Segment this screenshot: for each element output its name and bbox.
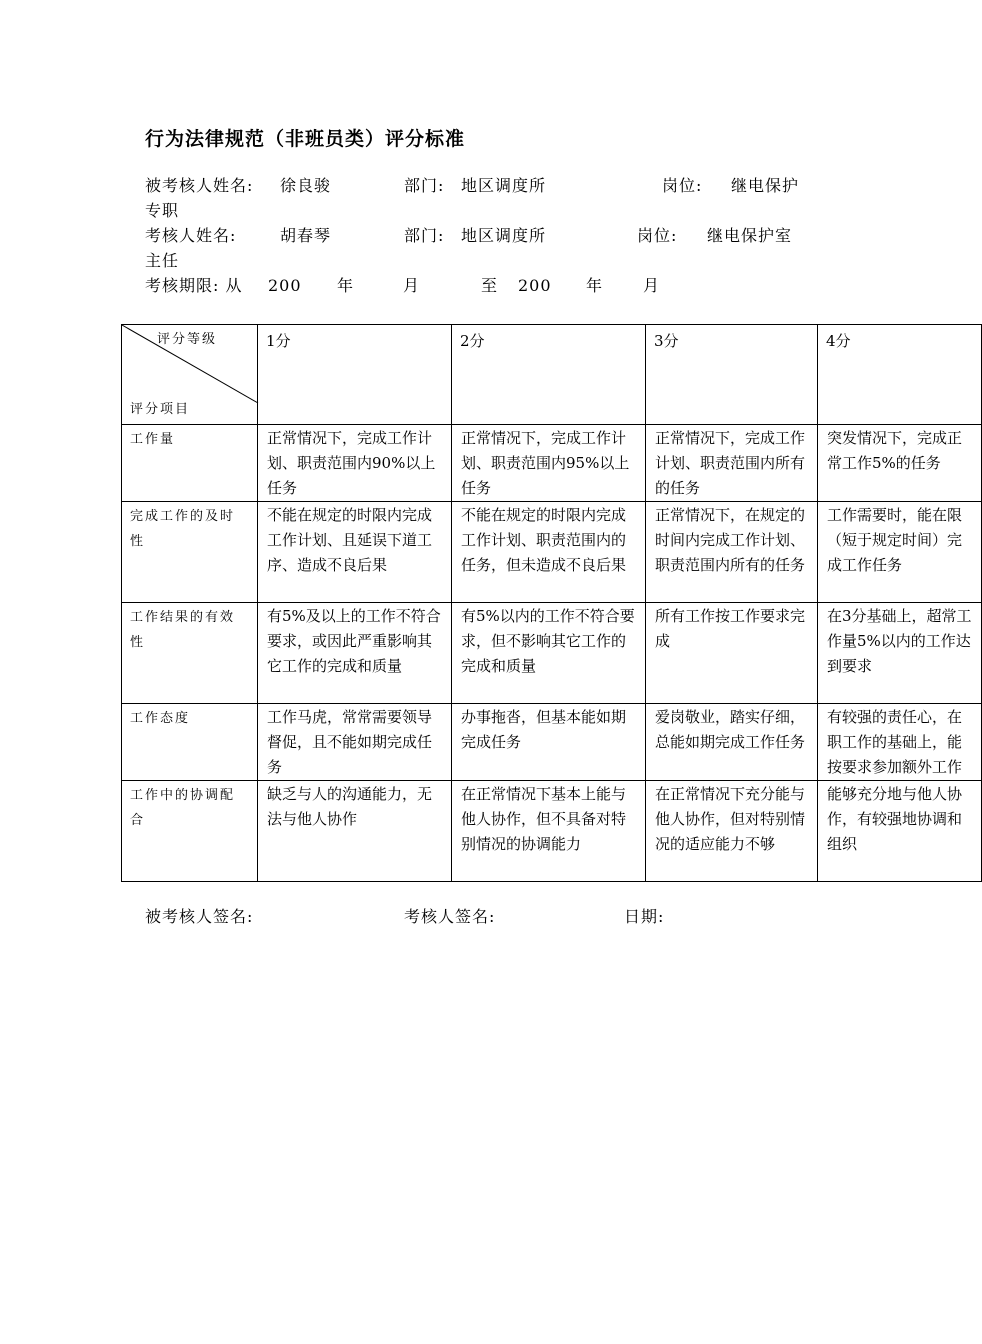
criteria-cell: 所有工作按工作要求完成	[646, 603, 818, 704]
examiner-post-label: 岗位:	[637, 226, 678, 245]
period-year-unit-2: 年	[586, 276, 604, 295]
criteria-cell: 突发情况下，完成正常工作5%的任务	[818, 425, 982, 502]
table-row	[122, 704, 982, 781]
level-header-4: 4分	[818, 325, 982, 425]
row-item-label: 工作态度	[122, 704, 258, 781]
criteria-cell: 正常情况下，完成工作计划、职责范围内95%以上任务	[452, 425, 646, 502]
criteria-cell: 正常情况下，完成工作计划、职责范围内所有的任务	[646, 425, 818, 502]
examiner-label: 考核人姓名:	[145, 226, 237, 245]
examiner-dept: 地区调度所	[461, 226, 547, 245]
examinee-post-cont: 专职	[145, 201, 180, 220]
table-row	[122, 603, 982, 704]
table-row	[122, 425, 982, 502]
row-item-label: 工作结果的有效性	[122, 603, 258, 704]
date-label: 日期:	[624, 907, 665, 926]
examiner-post: 继电保护室	[707, 226, 793, 245]
level-header-3: 3分	[646, 325, 818, 425]
period-label: 考核期限: 从	[145, 276, 243, 295]
criteria-cell: 不能在规定的时限内完成工作计划、职责范围内的任务，但未造成不良后果	[452, 502, 646, 603]
row-item-label: 完成工作的及时性	[122, 502, 258, 603]
criteria-cell: 能够充分地与他人协作，有较强地协调和组织	[818, 781, 982, 882]
examiner-name: 胡春琴	[280, 226, 332, 245]
table-row	[122, 502, 982, 603]
criteria-cell: 工作需要时，能在限（短于规定时间）完成工作任务	[818, 502, 982, 603]
criteria-cell: 在正常情况下充分能与他人协作，但对特别情况的适应能力不够	[646, 781, 818, 882]
table-header-row	[122, 325, 982, 425]
criteria-cell: 有5%以内的工作不符合要求，但不影响其它工作的完成和质量	[452, 603, 646, 704]
criteria-cell: 正常情况下，完成工作计划、职责范围内90%以上任务	[258, 425, 452, 502]
period-year-unit-1: 年	[337, 276, 355, 295]
level-header-1: 1分	[258, 325, 452, 425]
level-header-2: 2分	[452, 325, 646, 425]
header-corner-cell	[122, 325, 258, 425]
criteria-cell: 有5%及以上的工作不符合要求，或因此严重影响其它工作的完成和质量	[258, 603, 452, 704]
row-item-label: 工作中的协调配合	[122, 781, 258, 882]
examiner-post-cont: 主任	[145, 251, 180, 270]
period-to-year: 200	[518, 276, 552, 295]
criteria-cell: 不能在规定的时限内完成工作计划、且延误下道工序、造成不良后果	[258, 502, 452, 603]
examinee-name: 徐良骏	[280, 176, 332, 195]
row-item-label: 工作量	[122, 425, 258, 502]
scoring-table	[121, 324, 982, 882]
examinee-post: 继电保护	[731, 176, 800, 195]
criteria-cell: 正常情况下，在规定的时间内完成工作计划、职责范围内所有的任务	[646, 502, 818, 603]
period-month-unit-2: 月	[643, 276, 661, 295]
criteria-cell: 工作马虎，常常需要领导督促，且不能如期完成任务	[258, 704, 452, 781]
criteria-cell: 办事拖沓，但基本能如期完成任务	[452, 704, 646, 781]
table-row	[122, 781, 982, 882]
examinee-post-label: 岗位:	[662, 176, 703, 195]
criteria-cell: 在3分基础上，超常工作量5%以内的工作达到要求	[818, 603, 982, 704]
criteria-cell: 有较强的责任心，在职工作的基础上，能按要求参加额外工作	[818, 704, 982, 781]
period-to: 至	[481, 276, 499, 295]
examiner-signature-label: 考核人签名:	[404, 907, 496, 926]
period-month-unit-1: 月	[403, 276, 421, 295]
criteria-cell: 缺乏与人的沟通能力，无法与他人协作	[258, 781, 452, 882]
corner-item-label: 评分项目	[130, 402, 191, 417]
criteria-cell: 爱岗敬业，踏实仔细，总能如期完成工作任务	[646, 704, 818, 781]
corner-level-label: 评分等级	[156, 332, 217, 347]
examinee-dept: 地区调度所	[461, 176, 547, 195]
period-from-year: 200	[268, 276, 302, 295]
criteria-cell: 在正常情况下基本上能与他人协作，但不具备对特别情况的协调能力	[452, 781, 646, 882]
examinee-label: 被考核人姓名:	[145, 176, 254, 195]
examinee-dept-label: 部门:	[404, 176, 445, 195]
examinee-signature-label: 被考核人签名:	[145, 907, 254, 926]
page-title: 行为法律规范（非班员类）评分标准	[145, 128, 466, 150]
examiner-dept-label: 部门:	[404, 226, 445, 245]
